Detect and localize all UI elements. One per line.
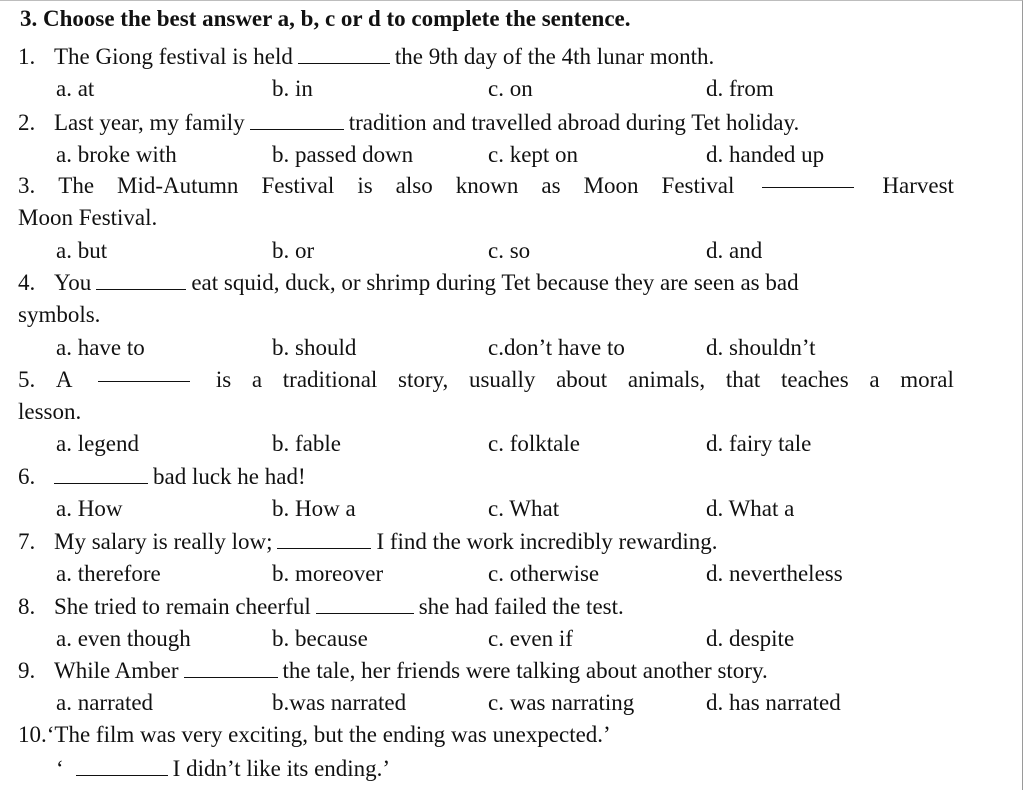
question-word: Moon — [583, 173, 639, 198]
question-text-after: Harvest — [882, 173, 954, 198]
answer-blank[interactable] — [762, 173, 854, 188]
option-d[interactable]: d. nevertheless — [706, 561, 843, 586]
option-b[interactable]: b. moreover — [272, 561, 384, 586]
question-word: also — [395, 173, 433, 198]
question-text-before: You — [54, 270, 92, 295]
question-number: 7. — [18, 529, 36, 554]
option-c[interactable]: c. kept on — [488, 142, 579, 167]
answer-blank[interactable] — [98, 367, 190, 382]
question-word: Festival — [261, 173, 335, 198]
question-word: animals, — [627, 367, 706, 392]
option-d[interactable]: d. shouldn’t — [706, 335, 816, 360]
answer-blank[interactable] — [316, 599, 414, 614]
question-word: usually — [468, 367, 536, 392]
question-text-after: the tale, her friends were talking about another story. — [282, 658, 768, 683]
question-number: 10. — [18, 722, 47, 747]
question-text-before: ‘The film was very exciting, but the ending was unexpected.’ — [46, 722, 611, 747]
question-text-after: tradition and travelled abroad during Tet holiday. — [348, 110, 800, 135]
option-d[interactable]: d. handed up — [706, 142, 825, 167]
question-5 — [18, 367, 954, 393]
question-continuation — [56, 756, 390, 782]
cut-off-next-line — [70, 784, 970, 794]
option-b[interactable]: b. because — [272, 626, 368, 651]
option-a[interactable]: a. How — [56, 496, 123, 521]
option-c[interactable]: c. so — [488, 238, 531, 263]
question-8 — [18, 594, 624, 620]
option-b[interactable]: b. in — [272, 76, 313, 101]
question-continuation: Moon Festival. — [18, 205, 158, 230]
option-a[interactable]: a. even though — [56, 626, 191, 651]
option-c[interactable]: c. What — [488, 496, 560, 521]
option-a[interactable]: a. narrated — [56, 690, 154, 715]
question-word: moral — [900, 367, 954, 392]
option-b[interactable]: b.was narrated — [272, 690, 407, 715]
question-word: story, — [398, 367, 449, 392]
option-d[interactable]: d. and — [706, 238, 763, 263]
answer-blank[interactable] — [184, 663, 278, 678]
question-word: traditional — [282, 367, 378, 392]
question-number: 2. — [18, 110, 36, 135]
question-10 — [18, 722, 611, 748]
question-word: The — [58, 173, 95, 198]
answer-blank[interactable] — [250, 115, 344, 130]
option-a[interactable]: a. but — [56, 238, 108, 263]
question-number: 3. — [18, 173, 36, 198]
question-number: 4. — [18, 270, 36, 295]
question-number: 8. — [18, 594, 36, 619]
question-text-after: I find the work incredibly rewarding. — [376, 529, 718, 554]
answer-blank[interactable] — [96, 275, 186, 290]
question-word: that — [725, 367, 761, 392]
question-word: is — [215, 367, 232, 392]
option-a[interactable]: a. therefore — [56, 561, 161, 586]
question-word: Festival — [661, 173, 735, 198]
question-7 — [18, 529, 718, 555]
option-c[interactable]: c. on — [488, 76, 533, 101]
question-text-before: The Giong festival is held — [54, 44, 293, 69]
question-number: 1. — [18, 44, 36, 69]
question-9 — [18, 658, 768, 684]
option-b[interactable]: b. or — [272, 238, 315, 263]
question-6 — [18, 464, 306, 490]
question-word: known — [455, 173, 519, 198]
option-b[interactable]: b. passed down — [272, 142, 414, 167]
option-d[interactable]: d. What a — [706, 496, 795, 521]
question-continuation: symbols. — [18, 302, 101, 327]
question-word: Mid-Autumn — [117, 173, 239, 198]
question-text-after: she had failed the test. — [418, 594, 624, 619]
option-b[interactable]: b. How a — [272, 496, 356, 521]
answer-blank[interactable] — [54, 469, 148, 484]
option-d[interactable]: d. fairy tale — [706, 431, 812, 456]
option-c[interactable]: c. even if — [488, 626, 573, 651]
question-word: a — [251, 367, 263, 392]
question-text-before: While Amber — [54, 658, 179, 683]
exercise-heading: 3. Choose the best answer a, b, c or d to complete the sentence. — [20, 6, 631, 31]
option-c[interactable]: c. folktale — [488, 431, 580, 456]
question-text-after: the 9th day of the 4th lunar month. — [394, 44, 715, 69]
question-continuation: lesson. — [18, 399, 82, 424]
question-number: 5. — [18, 367, 36, 392]
question-4 — [18, 270, 799, 296]
question-text-before: Last year, my family — [54, 110, 245, 135]
option-a[interactable]: a. broke with — [56, 142, 177, 167]
question-text-after: I didn’t like its ending.’ — [172, 756, 391, 781]
question-text-after: eat squid, duck, or shrimp during Tet because they are seen as bad — [191, 270, 799, 295]
question-1 — [18, 44, 714, 70]
option-c[interactable]: c.don’t have to — [488, 335, 625, 360]
option-a[interactable]: a. legend — [56, 431, 140, 456]
question-word: about — [556, 367, 608, 392]
question-2 — [18, 110, 799, 136]
question-number: 6. — [18, 464, 36, 489]
question-word: as — [541, 173, 561, 198]
question-word: a — [869, 367, 880, 392]
answer-blank[interactable] — [277, 534, 371, 549]
question-word: teaches — [780, 367, 849, 392]
answer-blank[interactable] — [298, 49, 390, 64]
question-word: is — [357, 173, 373, 198]
question-text-before: A — [55, 367, 73, 392]
question-number: 9. — [18, 658, 36, 683]
option-d[interactable]: d. has narrated — [706, 690, 841, 715]
question-text-before: She tried to remain cheerful — [54, 594, 311, 619]
question-text-after: bad luck he had! — [153, 464, 306, 489]
option-d[interactable]: d. despite — [706, 626, 795, 651]
option-d[interactable]: d. from — [706, 76, 774, 101]
option-a[interactable]: a. at — [56, 76, 95, 101]
option-c[interactable]: c. was narrating — [488, 690, 635, 715]
question-text-before: My salary is really low; — [54, 529, 273, 554]
option-b[interactable]: b. fable — [272, 431, 341, 456]
option-a[interactable]: a. have to — [56, 335, 145, 360]
open-quote: ‘ — [56, 756, 64, 781]
option-b[interactable]: b. should — [272, 335, 357, 360]
answer-blank[interactable] — [76, 761, 168, 776]
option-c[interactable]: c. otherwise — [488, 561, 600, 586]
question-3 — [18, 173, 954, 199]
